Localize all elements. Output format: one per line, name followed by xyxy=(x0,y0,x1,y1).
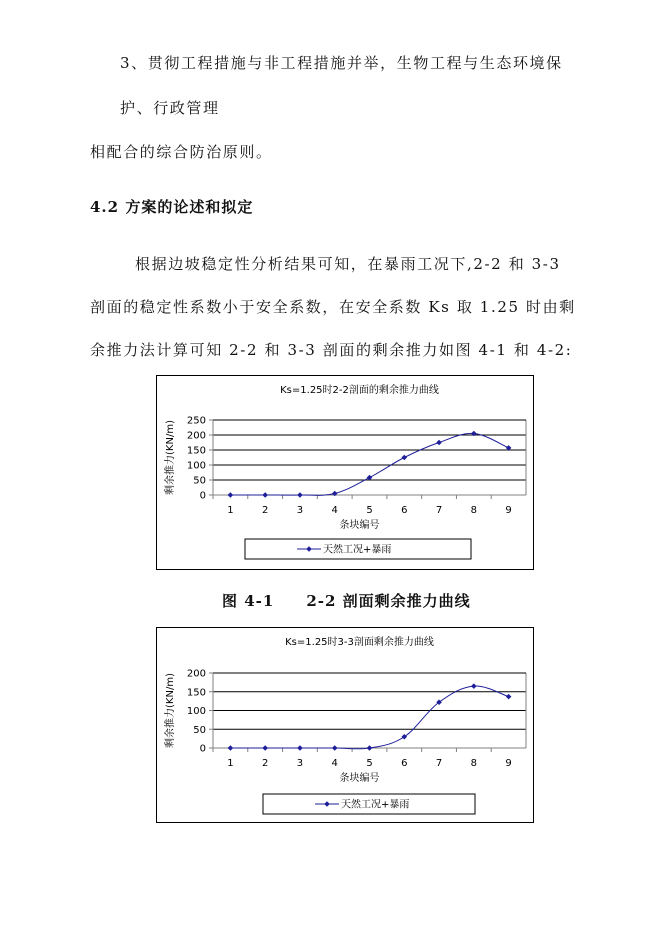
chart1-x-tick-label: 7 xyxy=(435,505,443,516)
chart2-x-tick-label: 1 xyxy=(227,758,234,769)
item3-line1: 3、贯彻工程措施与非工程措施并举，生物工程与生态环境保 xyxy=(120,54,563,72)
chart2-y-tick-label: 200 xyxy=(186,668,206,680)
chart2-x-tick-label: 7 xyxy=(435,758,443,769)
chart1-x-tick-label: 6 xyxy=(401,505,408,516)
chart1-title: Ks=1.25时2-2剖面的剩余推力曲线 xyxy=(280,385,439,396)
chart2-x-tick-label: 5 xyxy=(366,758,373,769)
chart1-x-tick-label: 3 xyxy=(296,505,304,516)
chart2-series-line xyxy=(230,686,508,749)
chart2-x-tick-label: 4 xyxy=(331,758,338,769)
figure-4-1-caption: 图 4-1 2-2 剖面剩余推力曲线 xyxy=(222,592,471,610)
chart-2-svg xyxy=(157,628,533,822)
chart1-x-tick-label: 1 xyxy=(227,505,234,516)
chart2-x-tick-label: 3 xyxy=(296,758,304,769)
chart1-y-tick-label: 0 xyxy=(199,490,206,502)
chart1-legend-label: 天然工况+暴雨 xyxy=(323,544,392,556)
chart2-x-axis-label: 条块编号 xyxy=(339,773,380,784)
chart2-y-axis-label: 剩余推力(KN/m) xyxy=(165,673,176,748)
chart1-y-tick-label: 150 xyxy=(186,445,206,457)
chart2-y-tick-label: 150 xyxy=(186,687,206,699)
chart2-data-point xyxy=(228,745,234,751)
chart2-legend-label: 天然工况+暴雨 xyxy=(341,799,410,811)
chart1-x-tick-label: 8 xyxy=(470,505,478,516)
chart2-y-tick-label: 100 xyxy=(186,706,206,717)
chart1-x-axis-label: 条块编号 xyxy=(339,520,380,531)
chart1-data-point xyxy=(436,440,442,446)
item3-line3: 相配合的综合防治原则。 xyxy=(90,143,273,161)
chart1-data-point xyxy=(228,492,234,498)
chart1-x-tick-label: 9 xyxy=(505,505,512,516)
chart2-data-point xyxy=(506,694,512,700)
chart2-x-tick-label: 9 xyxy=(505,758,512,769)
chart2-data-point xyxy=(297,745,303,751)
chart2-x-tick-label: 8 xyxy=(470,758,478,769)
section-heading: 4.2 方案的论述和拟定 xyxy=(90,198,254,216)
chart2-title: Ks=1.25时3-3剖面剩余推力曲线 xyxy=(285,637,434,648)
chart1-x-tick-label: 5 xyxy=(366,505,373,516)
body-line1: 根据边坡稳定性分析结果可知，在暴雨工况下,2-2 和 3-3 xyxy=(135,255,561,273)
body-line2: 剖面的稳定性系数小于安全系数，在安全系数 Ks 取 1.25 时由剩 xyxy=(90,298,576,316)
chart-2 xyxy=(156,627,534,823)
chart1-data-point xyxy=(262,492,268,498)
chart2-y-tick-label: 0 xyxy=(199,743,206,755)
chart-1 xyxy=(156,375,534,570)
chart-1-svg xyxy=(157,376,533,569)
chart1-y-axis-label: 剩余推力(KN/m) xyxy=(165,420,176,495)
chart2-y-tick-label: 50 xyxy=(193,724,206,736)
item3-line2: 护、行政管理 xyxy=(120,99,220,117)
chart2-data-point xyxy=(367,745,373,751)
chart1-x-tick-label: 2 xyxy=(261,505,269,516)
chart2-data-point xyxy=(332,745,338,751)
chart1-data-point xyxy=(297,492,303,498)
chart2-data-point xyxy=(471,683,477,689)
chart1-y-tick-label: 200 xyxy=(186,430,206,442)
chart2-x-tick-label: 2 xyxy=(261,758,269,769)
chart2-x-tick-label: 6 xyxy=(401,758,408,769)
chart1-y-tick-label: 50 xyxy=(193,475,206,487)
chart1-series-line xyxy=(230,433,508,495)
chart1-y-tick-label: 100 xyxy=(186,460,206,472)
chart1-x-tick-label: 4 xyxy=(331,505,338,516)
chart1-data-point xyxy=(401,455,407,461)
body-line3: 余推力法计算可知 2-2 和 3-3 剖面的剩余推力如图 4-1 和 4-2: xyxy=(90,341,573,359)
chart2-data-point xyxy=(262,745,268,751)
chart1-y-tick-label: 250 xyxy=(186,415,206,427)
